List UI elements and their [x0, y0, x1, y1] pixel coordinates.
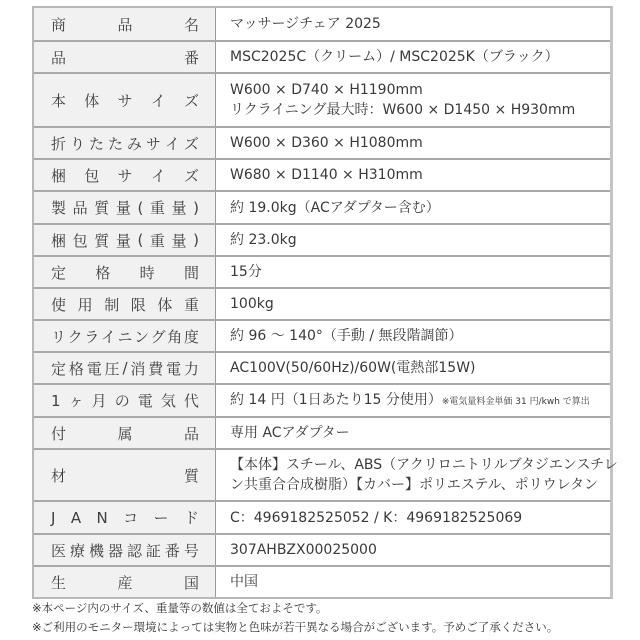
spec-value-line: 約 23.0kg: [230, 232, 297, 248]
spec-label-char: ズ: [183, 166, 199, 185]
spec-row: [34, 255, 610, 287]
spec-label-char: 月: [91, 392, 107, 410]
spec-value-line: 専用 ACアダプター: [230, 425, 350, 441]
spec-label-char: ズ: [183, 134, 199, 153]
spec-value-line: 約 96 ～ 140°（手動 / 無段階調節）: [230, 328, 463, 344]
spec-label-char: (: [137, 198, 144, 217]
spec-label-char: ): [193, 231, 199, 249]
spec-value: [216, 353, 610, 383]
spec-label-char: 費: [148, 359, 164, 378]
spec-label-char: 消: [130, 359, 146, 378]
spec-label-char: コ: [123, 509, 139, 527]
spec-label-char: J: [51, 508, 56, 527]
spec-label-char: 器: [107, 541, 123, 560]
spec-label-char: た: [88, 134, 104, 153]
spec-row: [34, 72, 610, 126]
spec-row: [34, 126, 610, 158]
spec-value-line: AC100V(50/60Hz)/60W(電熱部15W): [230, 360, 476, 376]
spec-label-char: 本: [51, 91, 67, 110]
spec-value: [216, 567, 610, 597]
spec-label-char: 1: [51, 391, 61, 410]
spec-label-char: 電: [137, 392, 153, 410]
spec-label: [34, 321, 216, 351]
spec-value: [216, 450, 632, 500]
spec-label-char: 定: [51, 263, 67, 282]
spec-value: [216, 535, 610, 565]
spec-label-char: 力: [183, 359, 199, 378]
spec-value: [216, 160, 610, 190]
spec-row: [34, 500, 610, 533]
spec-row: [34, 416, 610, 448]
spec-label-char: み: [126, 134, 142, 153]
spec-label-char: 質: [94, 199, 110, 217]
spec-label-char: 角: [167, 327, 183, 346]
spec-label-char: A: [70, 508, 82, 527]
spec-label-char: 重: [183, 295, 199, 314]
spec-label-char: 梱: [51, 231, 67, 250]
spec-label-char: ク: [67, 327, 83, 346]
spec-label-char: 機: [88, 541, 104, 560]
spec-row: [34, 287, 610, 319]
spec-label: [34, 160, 216, 190]
spec-label: [34, 289, 216, 319]
spec-label-char: 名: [183, 15, 199, 34]
spec-row: [34, 351, 610, 383]
spec-label-char: 格: [68, 359, 84, 378]
spec-label-char: 番: [164, 541, 180, 560]
spec-label-char: 重: [149, 231, 165, 250]
spec-label-char: 品: [72, 199, 88, 217]
spec-label-char: 包: [72, 231, 88, 250]
spec-value: [216, 257, 610, 287]
spec-row: [34, 158, 610, 190]
spec-label: [34, 128, 216, 158]
spec-label-char: 定: [51, 359, 67, 378]
spec-label-char: 体: [84, 91, 100, 110]
spec-label-char: イ: [150, 166, 166, 185]
spec-row: [34, 319, 610, 351]
spec-label-char: 生: [51, 573, 67, 592]
spec-value-line: 307AHBZX00025000: [230, 542, 377, 558]
spec-label-char: 重: [149, 199, 165, 217]
spec-value-line: 約 19.0kg（ACアダプター含む）: [230, 199, 440, 216]
spec-label-char: 品: [117, 15, 133, 34]
spec-row: [34, 533, 610, 565]
spec-label-char: の: [114, 392, 130, 410]
spec-label-char: 使: [51, 295, 67, 314]
spec-label-char: 国: [183, 573, 199, 592]
spec-label-char: 商: [51, 15, 67, 34]
spec-label-char: 間: [183, 263, 199, 282]
spec-row: [34, 223, 610, 255]
spec-label: [34, 535, 216, 565]
spec-value-line: MSC2025C（クリーム）/ MSC2025K（ブラック）: [230, 49, 559, 65]
spec-label: [34, 385, 216, 416]
spec-value: [216, 192, 610, 223]
spec-label-char: 認: [126, 541, 142, 560]
spec-label-char: 度: [183, 327, 199, 346]
spec-label: [34, 225, 216, 255]
spec-label-char: グ: [150, 327, 166, 346]
spec-label-char: サ: [145, 134, 161, 153]
spec-value: [216, 502, 610, 533]
spec-row: [34, 565, 610, 597]
spec-label: [34, 502, 216, 533]
spec-label-char: 属: [117, 424, 133, 443]
spec-label-char: 気: [160, 392, 176, 410]
spec-row: [34, 383, 610, 416]
spec-label-char: 品: [183, 424, 199, 443]
spec-label-char: 療: [69, 541, 85, 560]
spec-label-char: ー: [153, 509, 169, 527]
spec-label-char: 限: [130, 295, 146, 314]
spec-row: [34, 40, 610, 72]
spec-label-char: ヶ: [68, 392, 84, 410]
spec-value-line: 15分: [230, 264, 262, 280]
spec-label-char: イ: [150, 91, 166, 110]
spec-label-char: 用: [77, 295, 93, 314]
footnote-colors: ※ご利用のモニター環境によっては実物と色味が若干異なる場合がございます。予めご了承ください。: [32, 620, 559, 634]
spec-value-line: W600 × D740 × H1190mm: [230, 82, 423, 98]
spec-label-char: 代: [183, 392, 199, 410]
spec-label-char: ド: [183, 509, 199, 527]
spec-label-char: リ: [51, 327, 67, 346]
spec-label-char: サ: [117, 166, 133, 185]
spec-value: [216, 385, 610, 416]
spec-label: [34, 418, 216, 448]
spec-label-char: イ: [100, 327, 116, 346]
spec-label-char: 格: [95, 263, 111, 282]
spec-value-line: 中国: [230, 574, 258, 590]
spec-value: [216, 74, 610, 126]
spec-value-line: 100kg: [230, 296, 274, 312]
spec-label-char: 質: [94, 231, 110, 250]
spec-label: [34, 192, 216, 223]
spec-label-char: 証: [145, 541, 161, 560]
spec-value-line: マッサージチェア 2025: [230, 16, 381, 32]
spec-value: [216, 418, 610, 448]
spec-label-char: ン: [134, 327, 150, 346]
spec-label-char: 産: [117, 573, 133, 592]
spec-label-char: 制: [104, 295, 120, 314]
spec-value: [216, 321, 610, 351]
spec-label-char: 号: [183, 541, 199, 560]
spec-value: [216, 42, 610, 72]
spec-label-char: ズ: [183, 91, 199, 110]
spec-label: [34, 8, 216, 40]
spec-label: [34, 42, 216, 72]
footnote-sizes: ※本ページ内のサイズ、重量等の数値は全ておよそです。: [32, 601, 328, 615]
spec-label-char: ): [193, 198, 199, 217]
spec-value-line: リクライニング最大時：W600 × D1450 × H930mm: [230, 102, 576, 118]
spec-label-char: 番: [183, 48, 199, 67]
spec-label-char: イ: [164, 134, 180, 153]
spec-label: [34, 74, 216, 126]
spec-label-char: 電: [86, 359, 102, 378]
spec-label-char: 量: [115, 231, 131, 250]
spec-label-char: 材: [51, 466, 67, 485]
spec-value-line: W680 × D1140 × H310mm: [230, 167, 423, 183]
spec-label-char: 電: [166, 359, 182, 378]
spec-value-line: W600 × D360 × H1080mm: [230, 135, 423, 151]
spec-label-char: 質: [183, 466, 199, 485]
spec-value-line: ン共重合合成樹脂）【カバー】ポリエステル、ポリウレタン: [230, 477, 599, 493]
footnotes: [32, 599, 558, 637]
spec-value: [216, 8, 610, 40]
electricity-cost-note: ※電気量料金単価 31 円/kwh で算出: [441, 396, 590, 407]
spec-label-char: 量: [115, 199, 131, 217]
spec-label-char: サ: [117, 91, 133, 110]
spec-value-line: 【本体】スチール、ABS（アクリロニトリルブタジエンスチレ: [230, 457, 618, 473]
spec-label-char: 付: [51, 424, 67, 443]
spec-label: [34, 450, 216, 500]
electricity-cost: 約 14 円（1日あたり15 分使用）: [230, 391, 442, 408]
spec-label: [34, 353, 216, 383]
spec-value: [216, 289, 610, 319]
spec-row: [34, 8, 610, 40]
spec-label-char: 品: [51, 48, 67, 67]
spec-label-char: ニ: [117, 327, 133, 346]
spec-label-char: 量: [171, 231, 187, 250]
spec-label: [34, 257, 216, 287]
spec-label-char: /: [122, 359, 128, 377]
spec-row: [34, 448, 618, 500]
spec-label-char: た: [107, 134, 123, 153]
spec-label-char: 圧: [104, 359, 120, 378]
spec-label-char: り: [69, 134, 85, 153]
spec-label-char: (: [137, 231, 144, 249]
spec-value-line: [230, 390, 596, 412]
spec-table: [32, 6, 618, 599]
spec-label-char: 量: [171, 199, 187, 217]
spec-label-char: 梱: [51, 166, 67, 185]
spec-label: [34, 567, 216, 597]
spec-label-char: 医: [51, 541, 67, 560]
spec-row: [34, 190, 610, 223]
spec-value: [216, 128, 610, 158]
spec-label-char: 折: [51, 134, 67, 153]
spec-label-char: 体: [157, 295, 173, 314]
spec-value-line: C：4969182525052 / K：4969182525069: [230, 509, 523, 526]
spec-label-char: 製: [51, 199, 67, 217]
spec-value: [216, 225, 610, 255]
spec-label-char: ラ: [84, 327, 100, 346]
spec-label-char: 時: [139, 263, 155, 282]
spec-label-char: 包: [84, 166, 100, 185]
spec-label-char: N: [96, 508, 108, 527]
